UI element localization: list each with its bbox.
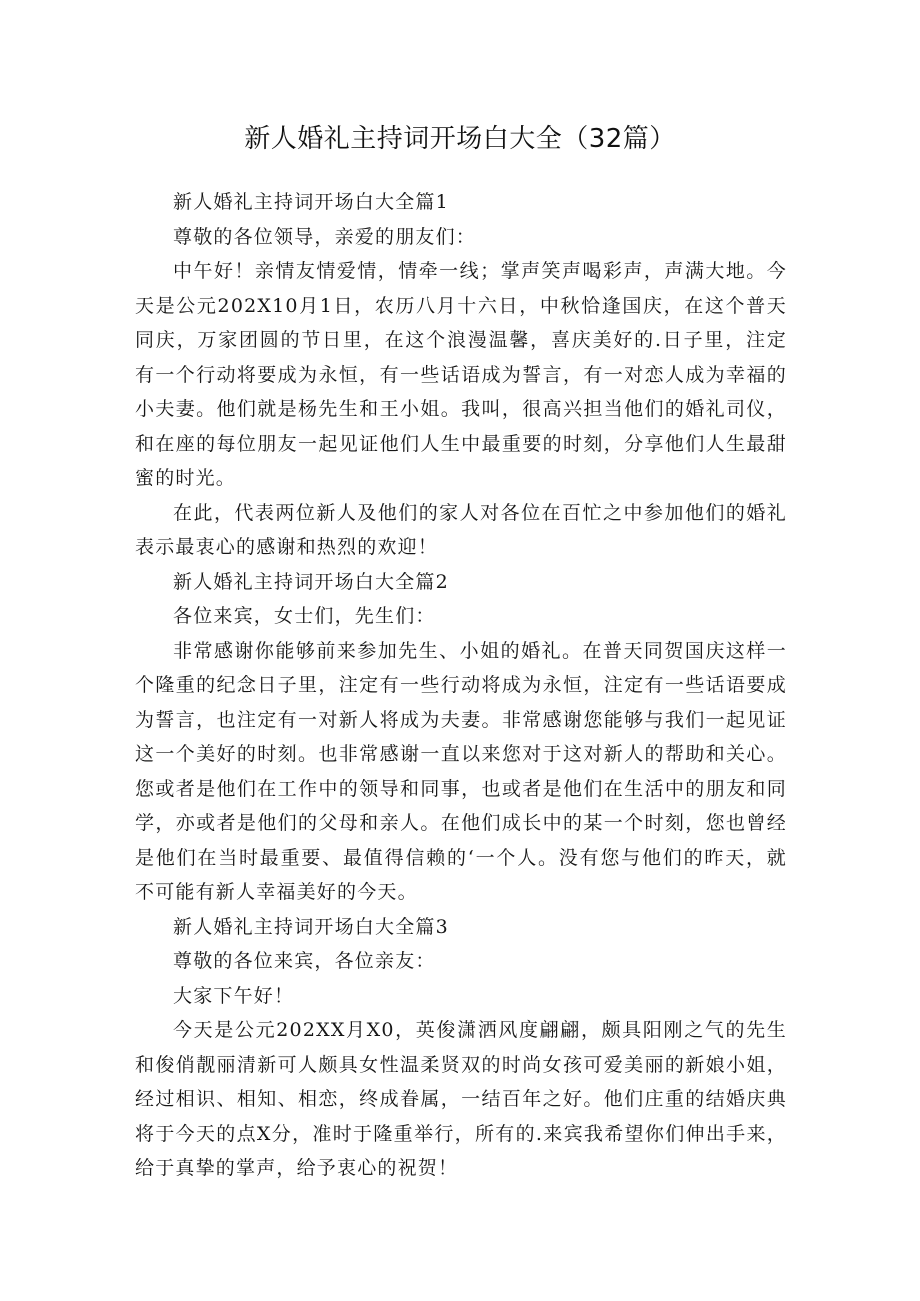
paragraph: 大家下午好！ <box>173 984 295 1007</box>
document-title: 新人婚礼主持词开场白大全（32篇） <box>244 124 676 154</box>
paragraph: 各位来宾，女士们，先生们： <box>173 605 436 627</box>
paragraph: 在此，代表两位新人及他们的家人对各位在百忙之中参加他们的婚礼表示最衷心的感谢和热烈的欢迎！ <box>135 501 787 558</box>
paragraph: 今天是公元202XX月X0，英俊潇洒风度翩翩，颇具阳刚之气的先生和俊俏靓丽清新可人颇具女性温柔贤双的时尚女孩可爱美丽的新娘小姐，经过相识、相知、相恋，终成眷属，一结百年之好。他们庄重的结婚庆典将于今天的点X分，准时于隆重举行，所有的.来宾我希望你们伸出手来，给于真挚的掌声，给予衷心的祝贺！ <box>135 1019 787 1179</box>
document-body <box>135 185 787 1186</box>
paragraph: 非常感谢你能够前来参加先生、小姐的婚礼。在普天同贺国庆这样一个隆重的纪念日子里，注定有一些行动将成为永恒，注定有一些话语要成为誓言，也注定有一对新人将成为夫妻。非常感谢您能够与我们一起见证这一个美好的时刻。也非常感谢一直以来您对于这对新人的帮助和关心。您或者是他们在工作中的领导和同事，也或者是他们在生活中的朋友和同学，亦或者是他们的父母和亲人。在他们成长中的某一个时刻，您也曾经是他们在当时最重要、最值得信赖的‘一个人。没有您与他们的昨天，就不可能有新人幸福美好的今天。 <box>135 639 787 903</box>
paragraph: 中午好！亲情友情爱情，情牵一线；掌声笑声喝彩声，声满大地。今天是公元202X10月1日，农历八月十六日，中秋恰逢国庆，在这个普天同庆，万家团圆的节日里，在这个浪漫温馨，喜庆美好的.日子里，注定有一个行动将要成为永恒，有一些话语成为誓言，有一对恋人成为幸福的小夫妻。他们就是杨先生和王小姐。我叫，很高兴担当他们的婚礼司仪，和在座的每位朋友一起见证他们人生中最重要的时刻，分享他们人生最甜蜜的时光。 <box>135 260 787 489</box>
section-heading-1: 新人婚礼主持词开场白大全篇1 <box>173 191 449 213</box>
paragraph: 尊敬的各位领导，亲爱的朋友们： <box>173 225 477 248</box>
paragraph: 尊敬的各位来宾，各位亲友： <box>173 950 436 972</box>
section-heading-2: 新人婚礼主持词开场白大全篇2 <box>173 570 449 593</box>
section-heading-3: 新人婚礼主持词开场白大全篇3 <box>173 915 449 938</box>
